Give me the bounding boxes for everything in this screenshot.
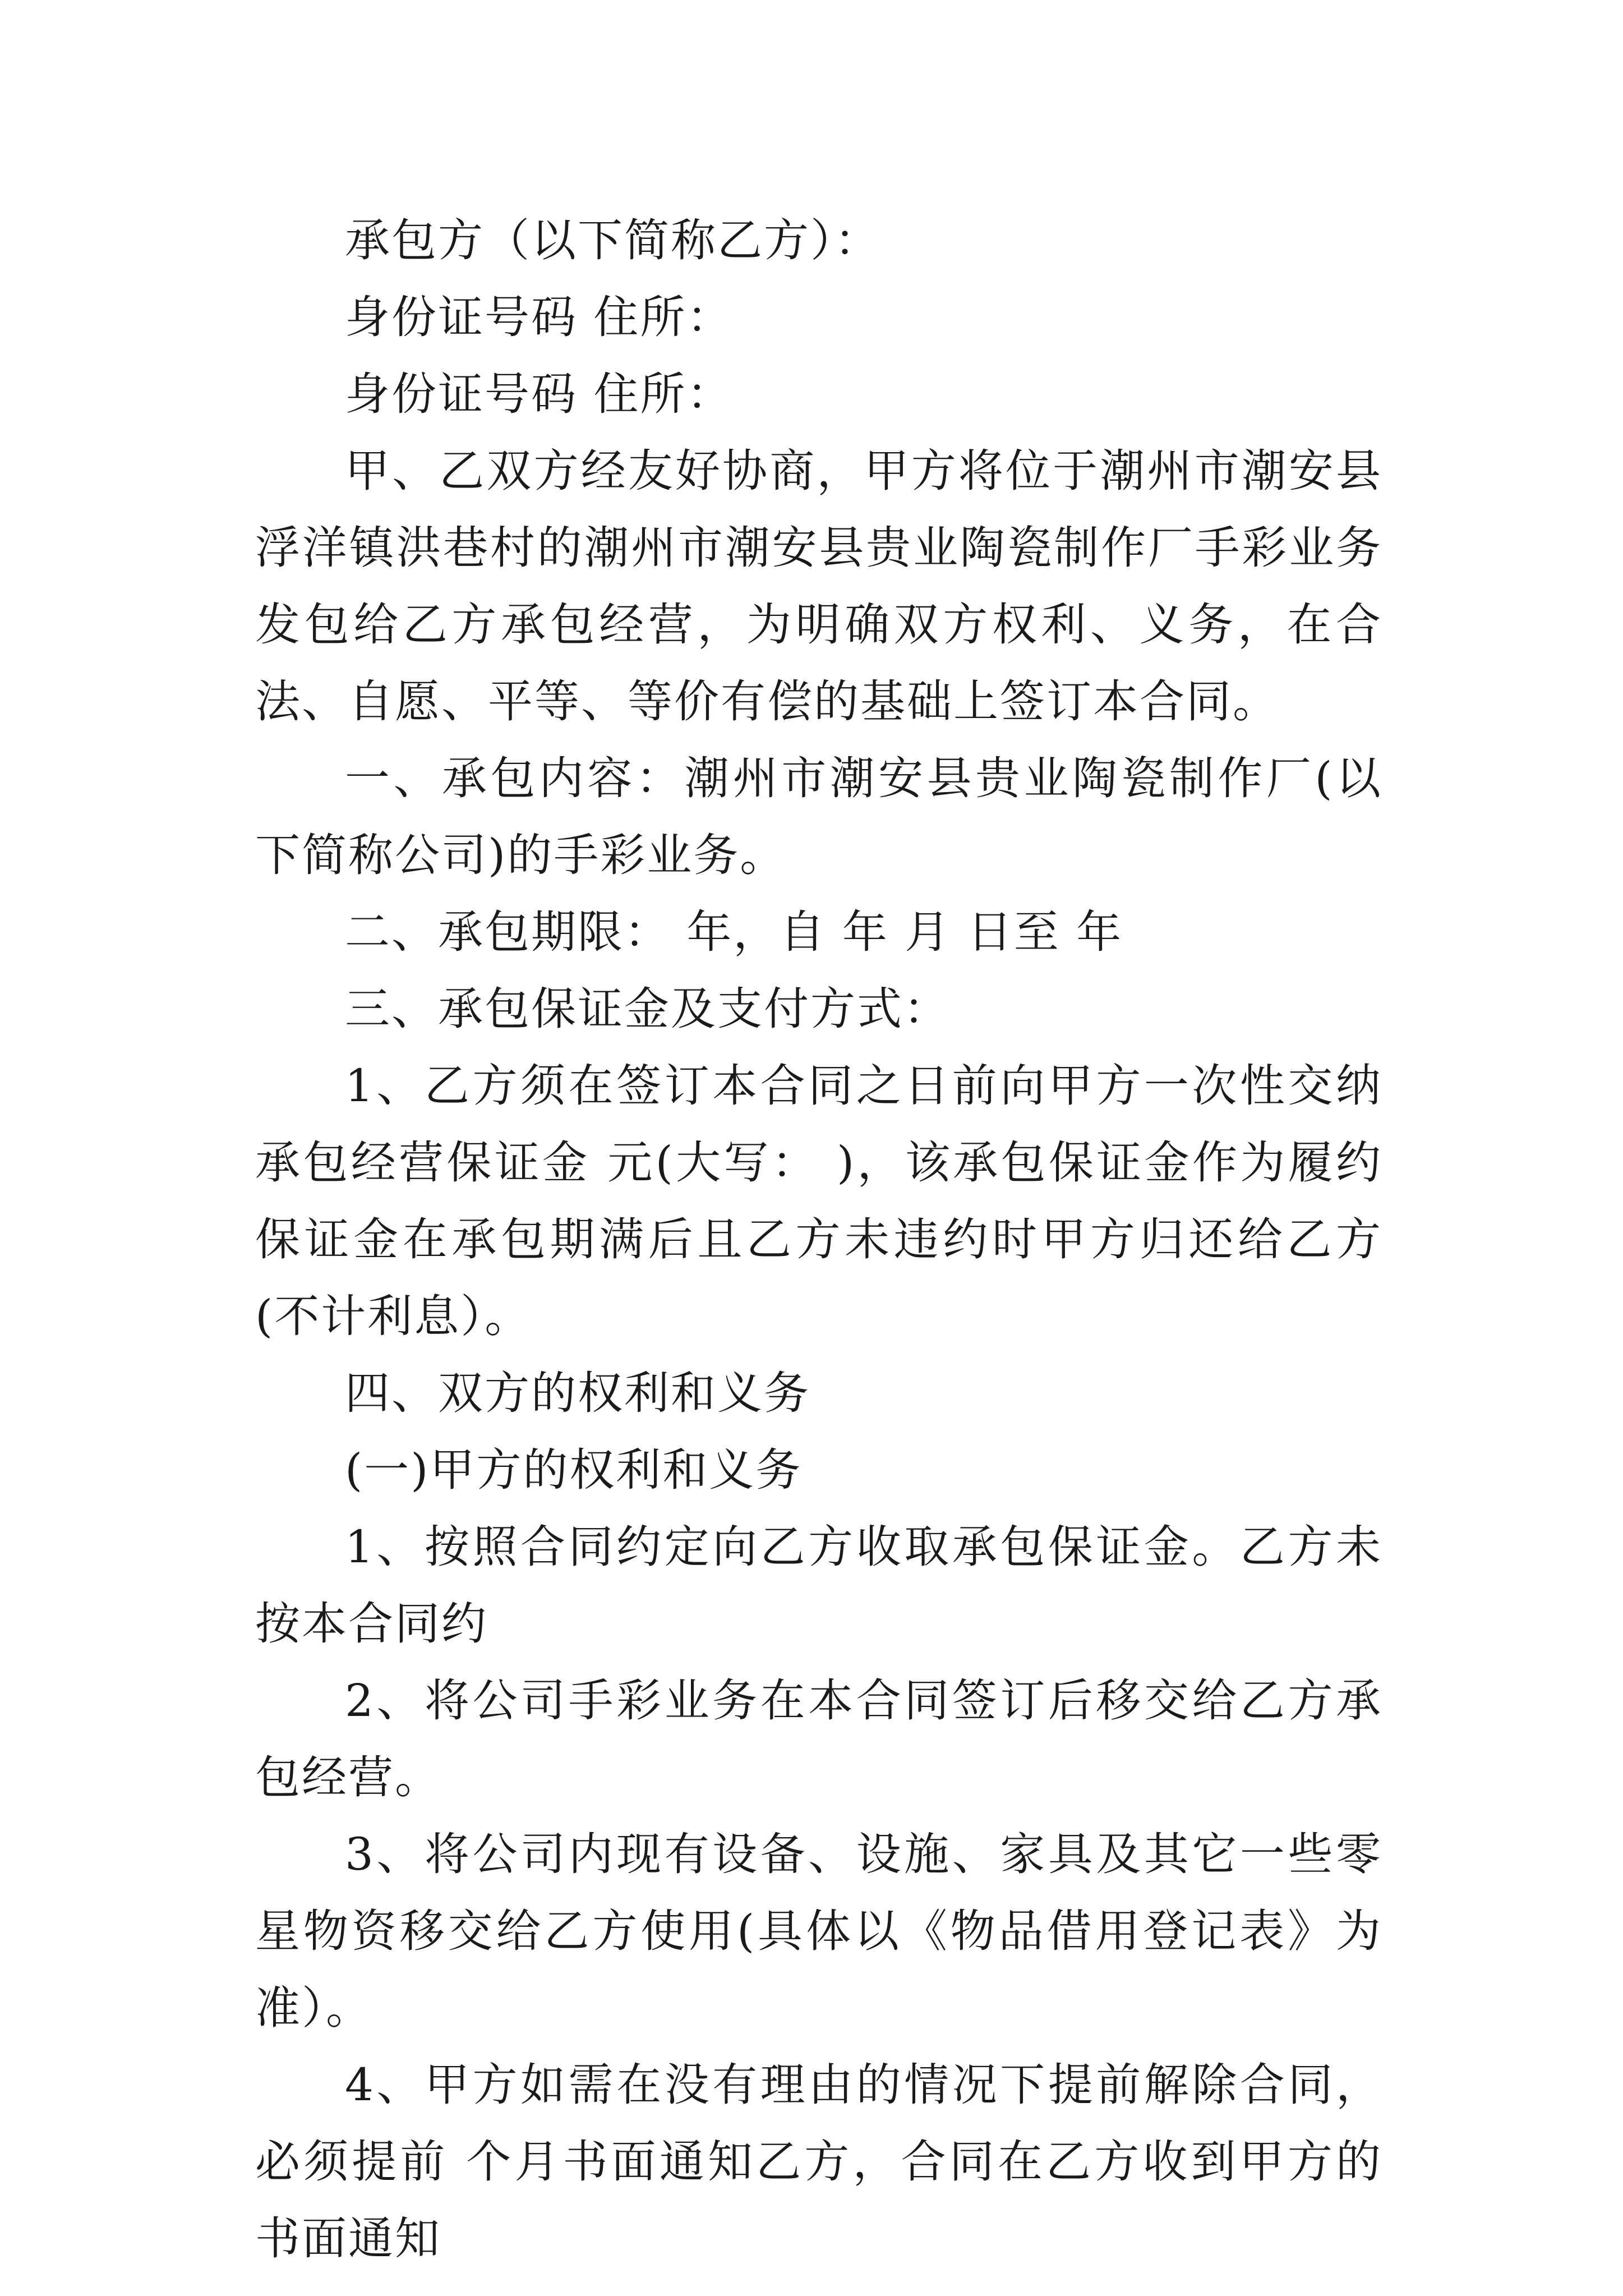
paragraph-section-3-item-1: 1、乙方须在签订本合同之日前向甲方一次性交纳承包经营保证金 元(大写： )，该承包保证金作为履约保证金在承包期满后且乙方未违约时甲方归还给乙方(不计利息）。 — [255, 1060, 1382, 1342]
paragraph-section-2: 二、承包期限： 年，自 年 月 日至 年 — [345, 906, 1123, 958]
paragraph-party-a-item-4: 4、甲方如需在没有理由的情况下提前解除合同，必须提前 个月书面通知乙方，合同在乙方收到甲方的书面通知 — [255, 2059, 1382, 2265]
paragraph-preamble: 甲、乙双方经友好协商，甲方将位于潮州市潮安县浮洋镇洪巷村的潮州市潮安县贵业陶瓷制作厂手彩业务发包给乙方承包经营，为明确双方权利、义务，在合法、自愿、平等、等价有偿的基础上签订本合同。 — [255, 445, 1382, 728]
document-body — [255, 202, 1382, 2277]
paragraph-contractor: 承包方（以下简称乙方）： — [345, 214, 881, 266]
paragraph-id-address-1: 身份证号码 住所： — [345, 291, 734, 343]
paragraph-party-a-item-2: 2、将公司手彩业务在本合同签订后移交给乙方承包经营。 — [255, 1674, 1382, 1803]
paragraph-section-4-part-1: (一)甲方的权利和义务 — [345, 1444, 803, 1496]
paragraph-party-a-item-3: 3、将公司内现有设备、设施、家具及其它一些零星物资移交给乙方使用(具体以《物品借用登记表》为准）。 — [255, 1828, 1382, 2034]
paragraph-party-a-item-1: 1、按照合同约定向乙方收取承包保证金。乙方未按本合同约 — [255, 1521, 1382, 1650]
paragraph-section-3: 三、承包保证金及支付方式： — [345, 983, 950, 1035]
paragraph-id-address-2: 身份证号码 住所： — [345, 368, 734, 420]
paragraph-section-1: 一、承包内容：潮州市潮安县贵业陶瓷制作厂(以下简称公司)的手彩业务。 — [255, 752, 1382, 881]
paragraph-section-4: 四、双方的权利和义务 — [345, 1367, 810, 1419]
